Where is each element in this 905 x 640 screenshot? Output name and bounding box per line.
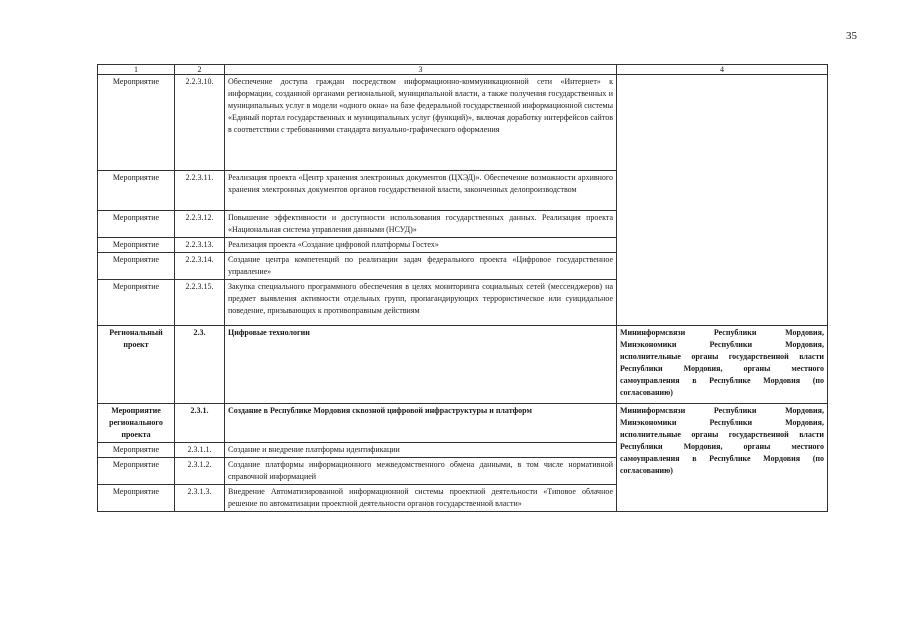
row-type: Мероприятие [98,280,175,326]
row-code: 2.2.3.14. [175,253,225,280]
row-text: Закупка специального программного обеспечения в целях мониторинга социальных сетей (мессенджеров) на предмет выявления активности отдельных групп, пропагандирующих террористическое или суицидальное поведение, призывающих к противоправным действиям [225,280,617,326]
regional-project-type: Региональный проект [98,326,175,404]
row-code: 2.2.3.10. [175,75,225,171]
row-code: 2.3.1.3. [175,485,225,512]
regional-event-type: Мероприятие регионального проекта [98,404,175,443]
responsible-empty-cell [617,75,828,326]
row-text: Создание платформы информационного межведомственного обмена данными, в том числе нормативной справочной информацией [225,458,617,485]
row-code: 2.2.3.13. [175,238,225,253]
header-col-1: 1 [98,65,175,75]
row-type: Мероприятие [98,211,175,238]
row-code: 2.2.3.12. [175,211,225,238]
regional-event-title: Создание в Республике Мордовия сквозной цифровой инфраструктуры и платформ [225,404,617,443]
row-type: Мероприятие [98,253,175,280]
activities-table [97,64,828,512]
regional-event-code: 2.3.1. [175,404,225,443]
regional-event-row [98,404,828,443]
row-text: Внедрение Автоматизированной информационной системы проектной деятельности «Типовое облачное решение по автоматизации проектной деятельности органов государственной власти» [225,485,617,512]
row-type: Мероприятие [98,458,175,485]
header-col-2: 2 [175,65,225,75]
row-text: Создание и внедрение платформы идентификации [225,443,617,458]
row-code: 2.3.1.2. [175,458,225,485]
row-code: 2.2.3.15. [175,280,225,326]
row-type: Мероприятие [98,485,175,512]
row-type: Мероприятие [98,171,175,211]
table-row [98,75,828,171]
regional-project-row [98,326,828,404]
regional-project-title: Цифровые технологии [225,326,617,404]
row-text: Повышение эффективности и доступности использования государственных данных. Реализация проекта «Национальная система управления данными (НСУД)» [225,211,617,238]
row-text: Реализация проекта «Центр хранения электронных документов (ЦХЭД)». Обеспечение возможности архивного хранения электронных документов органов государственной власти, законченных делопроизводством [225,171,617,211]
header-col-3: 3 [225,65,617,75]
row-code: 2.3.1.1. [175,443,225,458]
page-number: 35 [846,30,857,42]
table-header-row [98,65,828,75]
row-text: Создание центра компетенций по реализации задач федерального проекта «Цифровое государственное управление» [225,253,617,280]
row-text: Обеспечение доступа граждан посредством информационно-коммуникационной сети «Интернет» к информации, созданной органами региональной, муниципальной власти, а также получения государственных и муниципальных услуг в модели «одного окна» на базе федеральной государственной информационной системы «Единый портал государственных и муниципальных услуг (функций)», включая доработку интерфейсов сайтов в соответствии с требованиями стандарта визуально-графического оформления [225,75,617,171]
row-type: Мероприятие [98,238,175,253]
row-text: Реализация проекта «Создание цифровой платформы Гостех» [225,238,617,253]
regional-project-responsible: Мининформсвязи Республики Мордовия, Минэкономики Республики Мордовия, исполнительные органы государственной власти Республики Мордовия, органы местного самоуправления в Республике Мордовия (по согласованию) [617,326,828,404]
regional-event-responsible: Мининформсвязи Республики Мордовия, Минэкономики Республики Мордовия, исполнительные органы государственной власти Республики Мордовия, органы местного самоуправления в Республике Мордовия (по согласованию) [617,404,828,512]
row-code: 2.2.3.11. [175,171,225,211]
header-col-4: 4 [617,65,828,75]
row-type: Мероприятие [98,443,175,458]
regional-project-code: 2.3. [175,326,225,404]
row-type: Мероприятие [98,75,175,171]
